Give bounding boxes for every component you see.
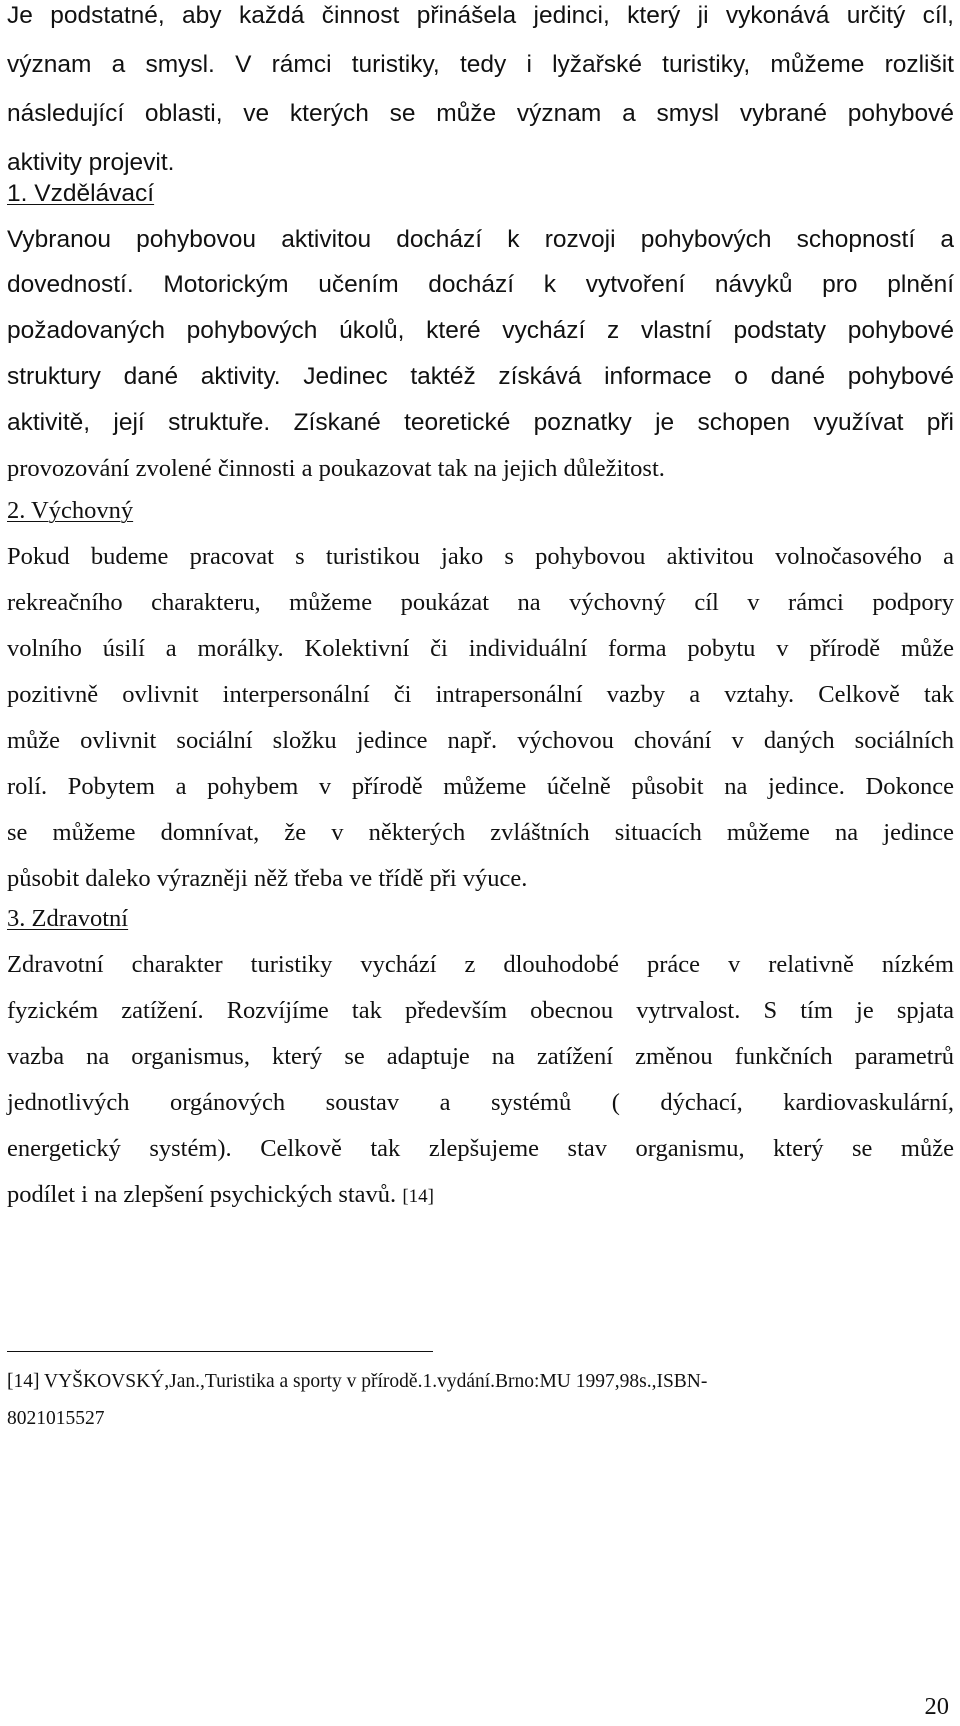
section-3-line-1: Zdravotní charakter turistiky vychází z dlouhodobé práce v relativně nízkém (7, 951, 954, 978)
section-2-line-6: rolí. Pobytem a pohybem v přírodě můžeme účelně působit na jedince. Dokonce (7, 773, 954, 800)
citation-marker: [14] (402, 1186, 434, 1207)
section-1-line-5: aktivitě, její struktuře. Získané teoretické poznatky je schopen využívat při (7, 409, 954, 436)
section-3-heading: 3. Zdravotní (7, 905, 129, 932)
page-number: 20 (924, 1693, 949, 1720)
section-2-line-7: se můžeme domnívat, že v některých zvláštních situacích můžeme na jedince (7, 819, 954, 846)
footnote-line-1: [14] VYŠKOVSKÝ,Jan.,Turistika a sporty v přírodě.1.vydání.Brno:MU 1997,98s.,ISBN- (7, 1371, 708, 1392)
intro-line-1: Je podstatné, aby každá činnost přinášela jedinci, který ji vykonává určitý cíl, (7, 2, 954, 29)
section-2-line-1: Pokud budeme pracovat s turistikou jako s pohybovou aktivitou volnočasového a (7, 543, 954, 570)
section-1-heading: 1. Vzdělávací (7, 180, 155, 207)
section-2-line-8: působit daleko výrazněji něž třeba ve třídě při výuce. (7, 865, 528, 892)
section-3-line-2: fyzickém zatížení. Rozvíjíme tak především obecnou vytrvalost. S tím je spjata (7, 997, 954, 1024)
footnote-separator (7, 1351, 433, 1352)
section-3-line-6 (7, 1183, 954, 1208)
section-2-line-5: může ovlivnit sociální složku jedince např. výchovou chování v daných sociálních (7, 727, 954, 754)
section-2-heading: 2. Výchovný (7, 497, 134, 524)
section-1-line-2: dovedností. Motorickým učením dochází k vytvoření návyků pro plnění (7, 271, 954, 298)
section-1-line-1: Vybranou pohybovou aktivitou dochází k rozvoji pohybových schopností a (7, 226, 954, 253)
section-2-line-2: rekreačního charakteru, můžeme poukázat na výchovný cíl v rámci podpory (7, 589, 954, 616)
section-3-line-5: energetický systém). Celkově tak zlepšujeme stav organismu, který se může (7, 1135, 954, 1162)
section-2-line-3: volního úsilí a morálky. Kolektivní či individuální forma pobytu v přírodě může (7, 635, 954, 662)
section-2-line-4: pozitivně ovlivnit interpersonální či intrapersonální vazby a vztahy. Celkově tak (7, 681, 954, 708)
intro-line-4: aktivity projevit. (7, 149, 175, 176)
section-3-line-3: vazba na organismus, který se adaptuje na zatížení změnou funkčních parametrů (7, 1043, 954, 1070)
section-3-last-text: podílet i na zlepšení psychických stavů. (7, 1181, 397, 1208)
section-3-heading-row (7, 907, 954, 932)
section-1-line-3: požadovaných pohybových úkolů, které vychází z vlastní podstaty pohybové (7, 317, 954, 344)
footnote-line-2: 8021015527 (7, 1408, 105, 1429)
intro-line-2: význam a smysl. V rámci turistiky, tedy i lyžařské turistiky, můžeme rozlišit (7, 51, 954, 78)
intro-line-3: následující oblasti, ve kterých se může význam a smysl vybrané pohybové (7, 100, 954, 127)
section-2-heading-row (7, 499, 954, 524)
section-1-line-4: struktury dané aktivity. Jedinec taktéž získává informace o dané pohybové (7, 363, 954, 390)
section-3-line-4: jednotlivých orgánových soustav a systémů ( dýchací, kardiovaskulární, (7, 1089, 954, 1116)
section-1-line-6: provozování zvolené činnosti a poukazovat tak na jejich důležitost. (7, 455, 665, 482)
section-1-heading-row (7, 182, 954, 207)
